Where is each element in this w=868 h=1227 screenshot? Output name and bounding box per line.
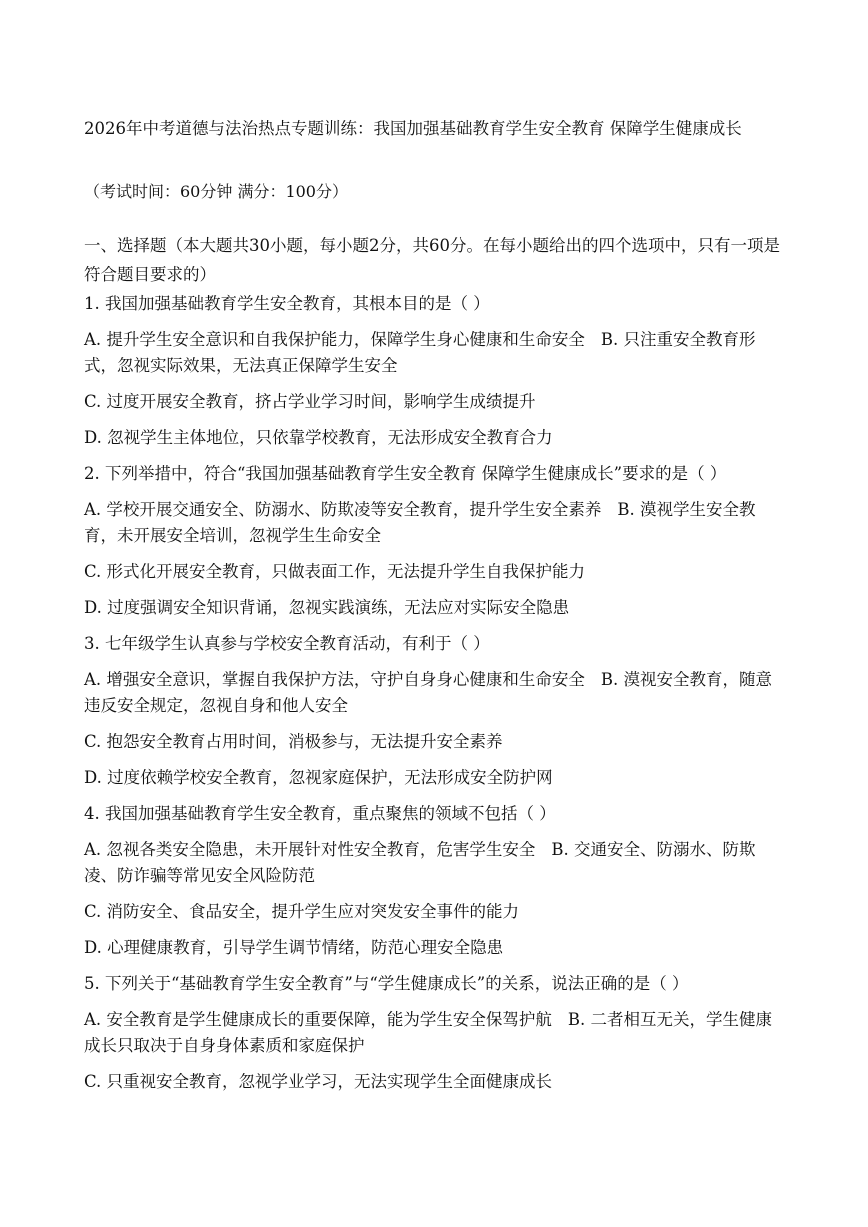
question-4-options-ab xyxy=(84,837,784,889)
question-3-options-ab xyxy=(84,667,784,719)
question-2-option-a: A. 学校开展交通安全、防溺水、防欺凌等安全教育，提升学生安全素养 xyxy=(84,500,602,519)
question-list xyxy=(84,291,784,1105)
exam-info: （考试时间：60分钟 满分：100分） xyxy=(84,182,348,201)
question-5-option-a: A. 安全教育是学生健康成长的重要保障，能为学生安全保驾护航 xyxy=(84,1010,552,1029)
question-3-option-b: B. 漠视安全教育，随意违反安全规定，忽视自身和他人安全 xyxy=(84,670,773,715)
question-2-options-ab xyxy=(84,497,784,549)
question-1-option-b: B. 只注重安全教育形式，忽视实际效果，无法真正保障学生安全 xyxy=(84,330,756,375)
question-5-option-c: C. 只重视安全教育，忽视学业学习，无法实现学生全面健康成长 xyxy=(84,1072,553,1091)
question-2-option-c: C. 形式化开展安全教育，只做表面工作，无法提升学生自我保护能力 xyxy=(84,562,586,581)
section-heading: 一、选择题（本大题共30小题，每小题2分，共60分。在每小题给出的四个选项中，只有一项是符合题目要求的） xyxy=(84,236,780,284)
question-5-options-ab xyxy=(84,1007,784,1059)
question-2-option-b: B. 漠视学生安全教育，未开展安全培训，忽视学生生命安全 xyxy=(84,500,756,545)
document-title: 2026年中考道德与法治热点专题训练：我国加强基础教育学生安全教育 保障学生健康成长 xyxy=(84,119,742,138)
question-1-option-d: D. 忽视学生主体地位，只依靠学校教育，无法形成安全教育合力 xyxy=(84,428,553,447)
question-4-option-c: C. 消防安全、食品安全，提升学生应对突发安全事件的能力 xyxy=(84,902,520,921)
question-1-options-ab xyxy=(84,327,784,379)
question-3-stem: 3. 七年级学生认真参与学校安全教育活动，有利于（ ） xyxy=(84,634,490,653)
question-2-stem: 2. 下列举措中，符合“我国加强基础教育学生安全教育 保障学生健康成长”要求的是（ ） xyxy=(84,464,727,483)
question-3-option-c: C. 抱怨安全教育占用时间，消极参与，无法提升安全素养 xyxy=(84,732,503,751)
question-4-option-b: B. 交通安全、防溺水、防欺凌、防诈骗等常见安全风险防范 xyxy=(84,840,756,885)
question-4-option-a: A. 忽视各类安全隐患，未开展针对性安全教育，危害学生安全 xyxy=(84,840,536,859)
question-1-stem: 1. 我国加强基础教育学生安全教育，其根本目的是（ ） xyxy=(84,294,490,313)
question-4-option-d: D. 心理健康教育，引导学生调节情绪，防范心理安全隐患 xyxy=(84,938,504,957)
question-4-stem: 4. 我国加强基础教育学生安全教育，重点聚焦的领域不包括（ ） xyxy=(84,804,556,823)
question-3-option-d: D. 过度依赖学校安全教育，忽视家庭保护，无法形成安全防护网 xyxy=(84,768,553,787)
question-5-stem: 5. 下列关于“基础教育学生安全教育”与“学生健康成长”的关系，说法正确的是（ ） xyxy=(84,974,689,993)
question-5-option-b: B. 二者相互无关，学生健康成长只取决于自身身体素质和家庭保护 xyxy=(84,1010,773,1055)
question-1-option-a: A. 提升学生安全意识和自我保护能力，保障学生身心健康和生命安全 xyxy=(84,330,585,349)
question-2-option-d: D. 过度强调安全知识背诵，忽视实践演练，无法应对实际安全隐患 xyxy=(84,598,570,617)
question-3-option-a: A. 增强安全意识，掌握自我保护方法，守护自身身心健康和生命安全 xyxy=(84,670,585,689)
question-1-option-c: C. 过度开展安全教育，挤占学业学习时间，影响学生成绩提升 xyxy=(84,392,536,411)
